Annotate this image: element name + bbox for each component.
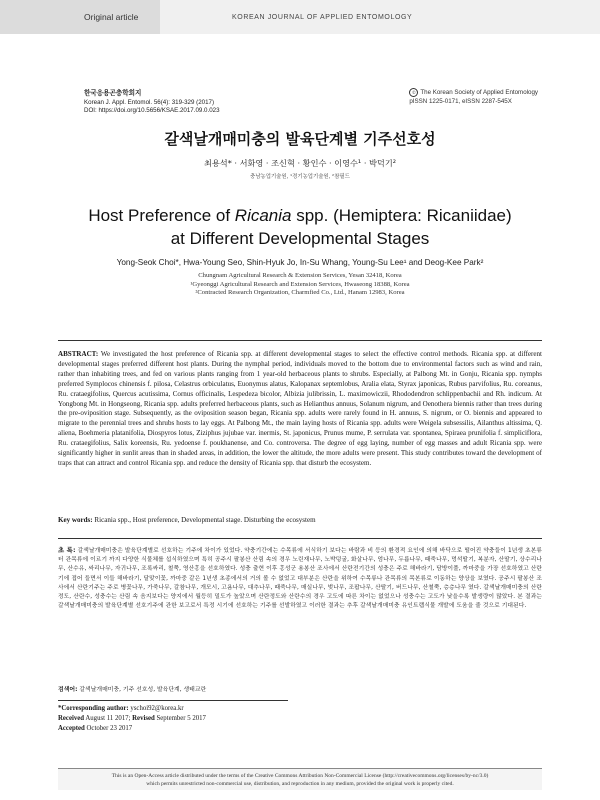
received-revised-line — [58, 714, 358, 724]
corresponding-author — [58, 704, 358, 714]
title-part-2: spp. (Hemiptera: Ricaniidae) — [291, 206, 512, 225]
footnote-divider — [58, 700, 288, 701]
abstract-korean — [58, 546, 542, 611]
abstract-ko-label: 초 록: — [58, 546, 76, 554]
keywords-ko-label: 검색어: — [58, 687, 78, 693]
copyright-holder: The Korean Society of Applied Entomology — [420, 89, 538, 97]
received-date: August 11 2017; — [85, 714, 131, 722]
affiliations-korean: 충남농업기술원, ¹경기농업기술원, ²참필드 — [250, 174, 350, 180]
doi-link[interactable]: DOI: https://doi.org/10.5656/KSAE.2017.09.0.023 — [84, 107, 220, 114]
copyright-block — [409, 88, 538, 106]
journal-citation: Korean J. Appl. Entomol. 56(4): 319-329 (2017) — [84, 98, 215, 106]
corresponding-label: *Corresponding author: — [58, 705, 129, 712]
title-english — [0, 204, 600, 250]
accepted-line — [58, 724, 358, 734]
article-type-label: Original article — [0, 0, 160, 34]
korean-abstract-divider — [58, 538, 542, 539]
abstract-label: ABSTRACT: — [58, 350, 99, 358]
journal-name-label: KOREAN JOURNAL OF APPLIED ENTOMOLOGY — [160, 0, 600, 34]
authors-korean: 최용석* · 서화영 · 조신혁 · 황인수 · 이영수¹ · 박덕기² — [203, 158, 397, 168]
affiliations-english — [0, 272, 600, 298]
corresponding-email[interactable]: yschoi92@korea.kr — [130, 705, 184, 712]
accepted-label: Accepted — [58, 724, 85, 732]
abstract-text: We investigated the host preference of Ricania spp. at different developmental stages to select the effective control methods. Ricania spp. at different developmental stages preferred different host plants. During the nymphal period, individuals moved to the bottom due to environmental factors such as wind and rain, rather than inhabiting trees, and fed on various plants ranging from 1 year-old herbaceous plants to shrubs. Especially, at Palbong Mt. in Gonju, Ricania spp. nymphs preferred Symplocos chinensis f. pilosa, Celastrus orbiculatus, Euonymus alatus, Kalopanax septemlobus, Aralia elata, Styrax japonicas, Rubus parvifolius, Ru. coreanus, Ru. crataegifolius, Quercus acutissima, Cornus officinalis, Lespedeza bicolor, Albizia julibrissin, L. maximowiczii, Rhododendron schlippenbachii and Rh. indicum. At Yongbong Mt. in Hongseong, Ricania spp. adults preferred herbaceous plants, such as Helianthus annuus, Solanum nigrum, and Oenothera biennis rather than trees during the pre-oviposition stage. Subsequently, as the oviposition season began, Ricania spp. adults were rarely found in H. annuus, S. nigrum, or O. biennis and appeared to migrate to the perennial trees and shrubs hosts to lay eggs. At Palbong Mt., the main laying hosts of Ricania spp. adults were Weigela subsessilis, Ailanthus altissima, Q. aliena, Boehmeria platanifolia, Diospyros lotus, Ziziphus jujubae var. inermis, St. japonicus, Prunus mume, P. serrulata var. spontanea, Spiraea prunifolia f. simpliciflora, Ru. crataegifolius, Salix koreensis, Ru. yedoense f. poukhanense, and Co. controversa. The degree of egg laying, number of egg masses and adult Ricania spp. were significantly higher in sunlit areas than in shaded areas, in addition, the lower the altitude, the more adults were present. This study contributes toward the development of traps that can attract and control Ricania spp. and reduce the density of Ricania spp. that disturb the ecosystem. — [58, 350, 542, 467]
title-korean: 갈색날개매미충의 발육단계별 기주선호성 — [164, 130, 436, 148]
title-line-2: at Different Developmental Stages — [170, 229, 430, 248]
license-footer — [58, 768, 542, 790]
authors-english: Yong-Seok Choi*, Hwa-Young Seo, Shin-Hyuk Jo, In-Su Whang, Young-Su Lee¹ and Deog-Kee Park² — [116, 258, 484, 267]
accepted-date: October 23 2017 — [86, 724, 133, 732]
keywords-english — [58, 516, 542, 526]
issn-line: pISSN 1225-0171, eISSN 2287-545X — [409, 97, 512, 105]
keywords-korean — [58, 684, 542, 693]
journal-name-ko: 한국응용곤충학회지 — [84, 90, 142, 97]
title-genus: Ricania — [234, 206, 292, 225]
journal-header-bar — [0, 0, 600, 34]
keywords-label: Key words: — [58, 516, 93, 524]
keywords-text: Ricania spp., Host preference, Developmental stage. Disturbing the ecosystem — [94, 516, 316, 524]
journal-citation-block — [84, 90, 220, 116]
received-label: Received — [58, 714, 85, 722]
abstract-ko-text: 갈색날개매미충은 발육단계별로 선호하는 기주에 차이가 있었다. 약충기간에는 수목류에 서식하기 보다는 바람과 비 등의 환경적 요인에 의해 바닥으로 떨어진 약충들이 1년생 초본류터 관목류에 이르기 까지 다양한 식물체를 섭식하였으며 특히 공주시 팔봉산 산림 속의 경우 노린재나무, 노박덩굴, 화살나무, 엄나무, 두릅나무, 때죽나무, 멍석딸기, 복분자, 산딸기, 상수리나무, 산수유, 싸리나무, 자귀나무, 조록싸리, 철쭉, 영산홍을 선호하였다. 성충 출현 이후 홍성군 용봉산 조사에서 산란전기간의 성충은 주로 해바라기, 담방이풀, 까마중을 가장 선호하였고 산란기에 접어 들면서 이들 해바라기, 달맞이꽃, 까마중 같은 1년생 초종에서의 거의 볼 수 없었고 대부분은 산란을 위하여 수목류나 관목류의 목본류로 이동하는 양상을 보였다. 공주시 팔봉산 조사에서 산란기주는 주로 병꽃나무, 가죽나무, 갈참나무, 개모시, 고욤나무, 대추나무, 때죽나무, 매실나무, 벚나무, 조팝나무, 산딸기, 버드나무, 산철쭉, 층층나무 였다. 갈색날개매미충의 산란정도, 산란수, 성충수는 산림 속 음지보다는 양지에서 월등히 밀도가 높았으며 산란정도와 산란수의 경우 고도에 따른 차이는 없었으나 성충수는 고도가 낮을수록 발생량이 많았다. 본 결과는 갈색날개매미충의 발육단계별 선호기주에 관한 보고로서 특정 시기에 선호하는 기주를 선발하였고 이러한 결과는 추후 갈색날개매미충 유인트랩식물 개발에 도움을 줄 것으로 기대된다. — [58, 548, 543, 610]
affiliation-2: ¹Gyeonggi Agricultural Research and Extension Services, Hwaseong 18388, Korea — [190, 280, 410, 288]
license-line-2: which permits unrestricted non-commercial use, distribution, and reproduction in any medium, provided the original work is properly cited. — [146, 781, 454, 787]
keywords-ko-text: 갈색날개매미충, 기주 선호성, 발육단계, 생태교란 — [79, 687, 207, 693]
revised-date: September 5 2017 — [156, 714, 206, 722]
revised-label: Revised — [132, 714, 155, 722]
license-line-1: This is an Open-Access article distributed under the terms of the Creative Commons Attribution Non-Commercial License (http://creativecommons.org/licenses/by-nc/3.0) — [111, 773, 489, 779]
copyright-icon: © — [409, 88, 418, 97]
affiliation-3: ²Contracted Research Organization, Charmfied Co., Ltd., Hanam 12983, Korea — [195, 289, 405, 297]
abstract-top-divider — [58, 340, 542, 341]
abstract-english — [58, 350, 542, 469]
article-notes — [58, 704, 358, 733]
affiliation-1: Chungnam Agricultural Research & Extension Services, Yesan 32418, Korea — [198, 272, 402, 279]
title-part-1: Host Preference of — [88, 206, 235, 225]
